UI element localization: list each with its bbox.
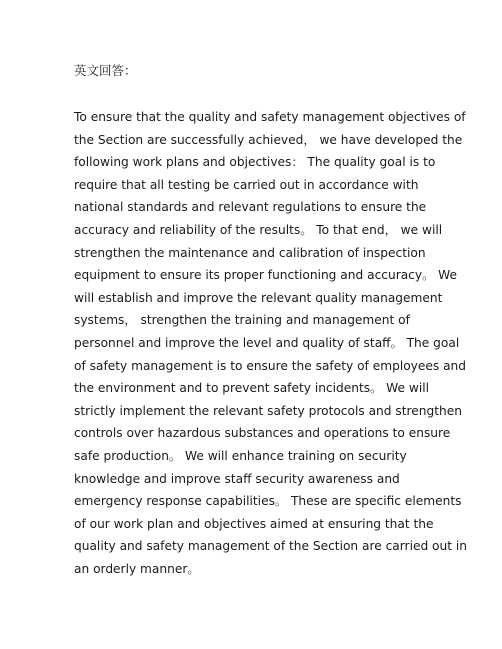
paragraph-line: equipment to ensure its proper functioning and accuracy。 We — [74, 268, 457, 283]
paragraph-line: will establish and improve the relevant quality management — [74, 290, 443, 305]
section-heading: 英文回答： — [74, 63, 137, 78]
paragraph-line: systems， strengthen the training and management of — [74, 313, 410, 328]
paragraph-line: knowledge and improve staff security awareness and — [74, 471, 400, 486]
paragraph-line: of safety management is to ensure the safety of employees and — [74, 358, 467, 373]
paragraph-line: national standards and relevant regulations to ensure the — [74, 200, 427, 215]
body-paragraph — [74, 106, 468, 580]
paragraph-line: of our work plan and objectives aimed at ensuring that the — [74, 516, 434, 531]
paragraph-line: an orderly manner。 — [74, 561, 200, 576]
paragraph-line: controls over hazardous substances and operations to ensure — [74, 426, 451, 441]
paragraph-line: personnel and improve the level and quality of staff。 The goal — [74, 335, 460, 350]
paragraph-line: emergency response capabilities。 These are specific elements — [74, 494, 462, 509]
paragraph-line: the Section are successfully achieved， we have developed the — [74, 132, 463, 147]
paragraph-line: safe production。 We will enhance training on security — [74, 448, 407, 463]
paragraph-line: the environment and to prevent safety incidents。 We will — [74, 381, 429, 396]
paragraph-line: strictly implement the relevant safety protocols and strengthen — [74, 403, 462, 418]
paragraph-line: accuracy and reliability of the results。 To that end， we will — [74, 222, 443, 237]
paragraph-line: require that all testing be carried out in accordance with — [74, 177, 419, 192]
paragraph-line: To ensure that the quality and safety management objectives of — [74, 110, 466, 124]
paragraph-line: strengthen the maintenance and calibration of inspection — [74, 245, 426, 260]
paragraph-line: following work plans and objectives： The quality goal is to — [74, 155, 436, 170]
paragraph-line: quality and safety management of the Section are carried out in — [74, 539, 468, 554]
